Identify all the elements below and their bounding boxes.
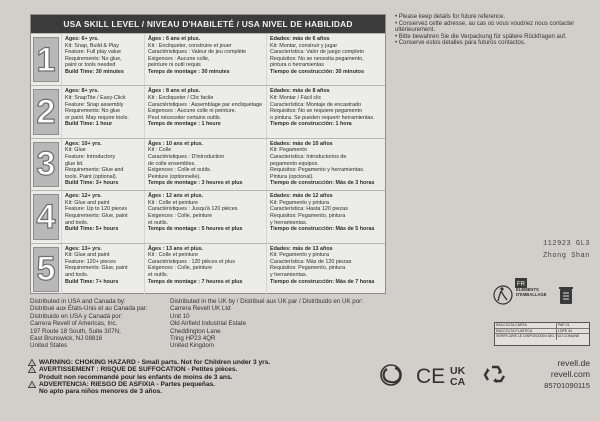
skill-line: Build Time: 30 minutes [65, 68, 124, 75]
skill-line: Kit: Pegamento y pintura [270, 252, 330, 259]
skill-level-number: 5 [33, 247, 59, 292]
skill-level-row [31, 33, 385, 85]
skill-line: de colle ensembles. [148, 160, 196, 167]
factory-name: Zhong Shan [542, 252, 590, 260]
skill-line: Tiempo de construcción: 30 minutos [270, 68, 364, 75]
skill-line: Build Time: 5+ hours [65, 226, 119, 233]
skill-level-row [31, 243, 385, 295]
skill-line: o pintura. Se pueden requerir herramientas. [270, 114, 375, 121]
svg-text:!: ! [31, 382, 33, 388]
svg-text:CE: CE [416, 365, 446, 388]
skill-levels [31, 33, 385, 295]
skill-line: Temps de montage : 5 heures et plus [148, 226, 243, 233]
recycle-label: ÉLÉMENTS D'EMBALLAGE [516, 287, 547, 297]
skill-line: Tiempo de construcción: Más de 3 horas [270, 180, 375, 187]
skill-line: paint or tools needed [65, 62, 116, 69]
svg-text:!: ! [31, 368, 33, 374]
warning-triangle-icon [28, 366, 36, 373]
skill-es-column [266, 244, 385, 295]
skill-line: et outils. [148, 271, 169, 278]
skill-line: Feature: Snap assembly [65, 101, 124, 108]
sorting-table [494, 322, 590, 346]
svg-text:UK: UK [450, 365, 466, 377]
skill-line: Kit : Colle et peinture [148, 199, 199, 206]
skill-line: Caractéristiques : Valeur de jeu complète [148, 49, 247, 56]
skill-line: Kit: Montar, construir y jugar [270, 42, 338, 49]
skill-line: Edades: más de 6 años [270, 36, 330, 42]
skill-line: Kit: Pegamento y pintura [270, 199, 330, 206]
skill-line: Peinture (optionnelle). [148, 173, 201, 180]
note-line: • Bitte bewahren Sie die Verpackung für spätere Rückfragen auf. [395, 33, 567, 40]
warning-fr-sub: Produit non recommandé pour les enfants de moins de 3 ans. [39, 373, 233, 381]
distribution-usa: Distributed in USA and Canada by: Distribué aux États-Unis et au Canada par: Distribuido en USA y Canadá por: Carrera Revell of Americas, Inc. 197 Route 18 South, Suite 307N, East Brunswick, NJ 08816 United States [30, 298, 148, 350]
website-com: revell.com [550, 369, 590, 379]
skill-level-row [31, 138, 385, 190]
skill-line: Requisitos: No se necesita pegamento, [270, 55, 364, 62]
skill-line: Requirements: Glue and [65, 167, 124, 174]
skill-level-number: 1 [33, 37, 59, 82]
skill-en-column [61, 86, 144, 137]
contact-notes [395, 14, 595, 47]
skill-line: Exigences : Colle, peinture [148, 212, 213, 219]
skill-line: Tiempo de construcción: 1 hora [270, 121, 352, 128]
skill-line: Feature: Introductory [65, 153, 116, 160]
warning-es: ! ADVERTENCIA: RIESGO DE ASFIXIA - Partes pequeñas. [28, 381, 270, 388]
skill-fr-column [144, 139, 266, 190]
skill-line: Requisitos: Pegamento, pintura [270, 212, 346, 219]
skill-en-column [61, 244, 144, 295]
skill-level-number: 2 [33, 89, 59, 134]
skill-line: Feature: Full play value [65, 49, 122, 56]
skill-es-column [266, 34, 385, 85]
skill-line: Tiempo de construcción: Más de 5 horas [270, 226, 375, 233]
skill-line: pegamento equipos. [270, 160, 319, 167]
skill-line: Caractéristiques : Assemblage par encliquetage [148, 101, 263, 108]
skill-line: Requirements: Glue, paint [65, 265, 128, 272]
skill-line: Kit: Montar / Fácil clic [270, 94, 322, 101]
certification-marks [380, 361, 520, 389]
skill-fr-column [144, 244, 266, 295]
table-row: RACCOLTA PLASTICA LDPE 04 [495, 329, 589, 335]
skill-line: Âges : 10 ans et plus. [148, 140, 204, 147]
skill-line: Característica: Introductorios de [270, 153, 347, 160]
skill-line: and tools. [65, 271, 89, 278]
skill-line: Exigences : Aucune colle ni peinture. [148, 108, 237, 115]
skill-line: Edades: más de 13 años [270, 245, 333, 252]
skill-line: Edades: más de 8 años [270, 88, 330, 95]
note-line: • Conservez cette adresse, au cas où vous voudriez nous contacter [395, 20, 575, 27]
skill-line: Exigences : Colle, peinture [148, 265, 213, 272]
recycle-icon [485, 367, 504, 383]
table-row: RACCOLTA CARTA PAP 21 [495, 323, 589, 329]
skill-line: Kit : Encliqueter, construire et jouer [148, 42, 232, 49]
skill-table-title: USA SKILL LEVEL / NIVEAU D'HABILETÉ / USA NIVEL DE HABILIDAD [31, 15, 385, 33]
skill-en-column [61, 191, 144, 242]
skill-line: Kit: Glue and paint [65, 252, 110, 259]
skill-fr-column [144, 86, 266, 137]
choking-warnings [28, 359, 270, 395]
skill-level-row [31, 190, 385, 242]
skill-line: Kit: Snap, Build & Play [65, 42, 119, 49]
skill-line: y herramientas. [270, 271, 308, 278]
skill-level-table [30, 14, 386, 294]
skill-line: Edades: más de 10 años [270, 140, 333, 147]
skill-line: Temps de montage : 30 minutes [148, 68, 230, 75]
skill-line: Feature: Up to 120 pieces [65, 206, 128, 213]
skill-line: Kit: Glue and paint [65, 199, 110, 206]
ean-code: 85701090115 [544, 381, 590, 390]
skill-line: tools. Paint (optional). [65, 173, 118, 180]
skill-line: Ages: 8+ yrs. [65, 88, 99, 95]
skill-line: Requirements: No glue [65, 108, 121, 115]
warning-fr: ! AVERTISSEMENT : RISQUE DE SUFFOCATION - Petites pièces. [28, 366, 270, 373]
skill-line: Pintura (opcional). [270, 173, 314, 180]
skill-line: Requisitos: Pegamento y herramientas. [270, 167, 365, 174]
note-line: • Conserve estos detalles para futuros contactos. [395, 40, 526, 47]
skill-es-column [266, 86, 385, 137]
skill-line: Kit: Glue [65, 147, 86, 154]
skill-es-column [266, 139, 385, 190]
skill-line: Requirements: No glue, [65, 55, 122, 62]
skill-es-column [266, 191, 385, 242]
note-line: • Please keep details for future reference. [395, 14, 506, 20]
skill-line: Kit : Encliqueter / Clic facile [148, 94, 214, 101]
tidyman-icon [493, 284, 513, 306]
skill-line: Caractéristiques : D'introduction [148, 153, 225, 160]
skill-line: Exigences : Colle et outils. [148, 167, 212, 174]
skill-level-number: 3 [33, 142, 59, 187]
skill-line: Temps de montage : 7 heures et plus [148, 278, 243, 285]
skill-line: Kit: Pegamento [270, 147, 307, 154]
skill-line: Kit : Colle et peinture [148, 252, 199, 259]
skill-line: Âges : 12 ans et plus. [148, 193, 204, 200]
warning-es-sub: No apto para niños menores de 3 años. [39, 388, 163, 396]
skill-line: Build Time: 1 hour [65, 121, 113, 128]
ce-mark-icon [416, 365, 445, 388]
skill-line: Caractéristiques : Jusqu'à 120 pièces [148, 206, 238, 213]
ukca-mark-icon [450, 365, 466, 388]
skill-line: Ages: 12+ yrs. [65, 193, 102, 200]
warning-triangle-icon [28, 359, 36, 366]
skill-line: y herramientas. [270, 219, 308, 226]
warning-triangle-icon [28, 381, 36, 388]
recycle-info [493, 281, 583, 314]
skill-line: Temps de montage : 1 heure [148, 121, 221, 128]
skill-line: Build Time: 7+ hours [65, 278, 119, 285]
skill-line: peinture ni outil requis [148, 62, 201, 69]
skill-level-row [31, 85, 385, 137]
skill-line: Característica: Montaje de encastrado [270, 101, 362, 108]
skill-line: Ages: 13+ yrs. [65, 245, 102, 252]
table-row: VERIFICARE LE DISPOSIZIONI DEL TUO COMUNE [496, 334, 580, 338]
production-code: 112923 GL3 [542, 240, 590, 248]
skill-line: Âges : 8 ans et plus. [148, 88, 201, 95]
skill-line: Âges : 6 ans et plus. [148, 36, 201, 42]
recycle-bin-icon [557, 284, 575, 306]
skill-level-number: 4 [33, 194, 59, 239]
skill-line: pintura o herramientas [270, 62, 324, 69]
skill-line: and tools. [65, 219, 89, 226]
skill-line: Requirements: Glue, paint [65, 212, 128, 219]
skill-en-column [61, 34, 144, 85]
skill-line: Kit: SnapTite / Easy-Click [65, 94, 126, 101]
skill-line: or paint. May require tools. [65, 114, 129, 121]
svg-text:CA: CA [450, 376, 466, 388]
warning-en: ! WARNING: CHOKING HAZARD - Small parts. Not for Children under 3 yrs. [28, 359, 270, 366]
skill-line: Requisitos: No se requiere pegamento [270, 108, 362, 115]
note-line: ultérieurement. [395, 27, 436, 34]
skill-line: Exigences : Aucune colle, [148, 55, 210, 62]
brand-info [520, 358, 590, 391]
svg-text:!: ! [31, 361, 33, 367]
skill-line: Ages: 10+ yrs. [65, 140, 102, 147]
green-dot-icon [381, 365, 401, 385]
skill-line: Peut nécessiter certains outils. [148, 114, 222, 121]
website-de: revell.de [557, 358, 590, 368]
skill-line: Característica: Hasta 120 piezas [270, 206, 348, 213]
skill-line: Edades: más de 12 años [270, 193, 333, 200]
skill-line: Característica: Más de 120 piezas [270, 258, 352, 265]
skill-en-column [61, 139, 144, 190]
skill-line: Requisitos: Pegamento, pintura [270, 265, 346, 272]
skill-line: Temps de montage : 3 heures et plus [148, 180, 243, 187]
skill-line: Tiempo de construcción: Más de 7 horas [270, 278, 375, 285]
skill-line: Característica: Valor de juego completo [270, 49, 364, 56]
skill-line: Kit : Colle [148, 147, 172, 154]
skill-line: Caractéristiques : 120 pièces et plus [148, 258, 235, 265]
skill-line: glue kit. [65, 160, 84, 167]
skill-line: et outils. [148, 219, 169, 226]
skill-line: Build Time: 3+ hours [65, 180, 119, 187]
skill-fr-column [144, 34, 266, 85]
skill-line: Ages: 6+ yrs. [65, 36, 99, 42]
svg-text:FR: FR [517, 281, 525, 288]
skill-line: Feature: 120+ pieces [65, 258, 116, 265]
skill-fr-column [144, 191, 266, 242]
distribution-uk: Distributed in the UK by / Distribué aux UK par / Distribuido en UK por: Carrera Revell UK Ltd Unit 10 Old Airfield Industrial Estate Cheddington Lane Tring HP23 4QR United Kingdom [170, 298, 363, 350]
skill-line: Âges : 13 ans et plus. [148, 245, 204, 252]
